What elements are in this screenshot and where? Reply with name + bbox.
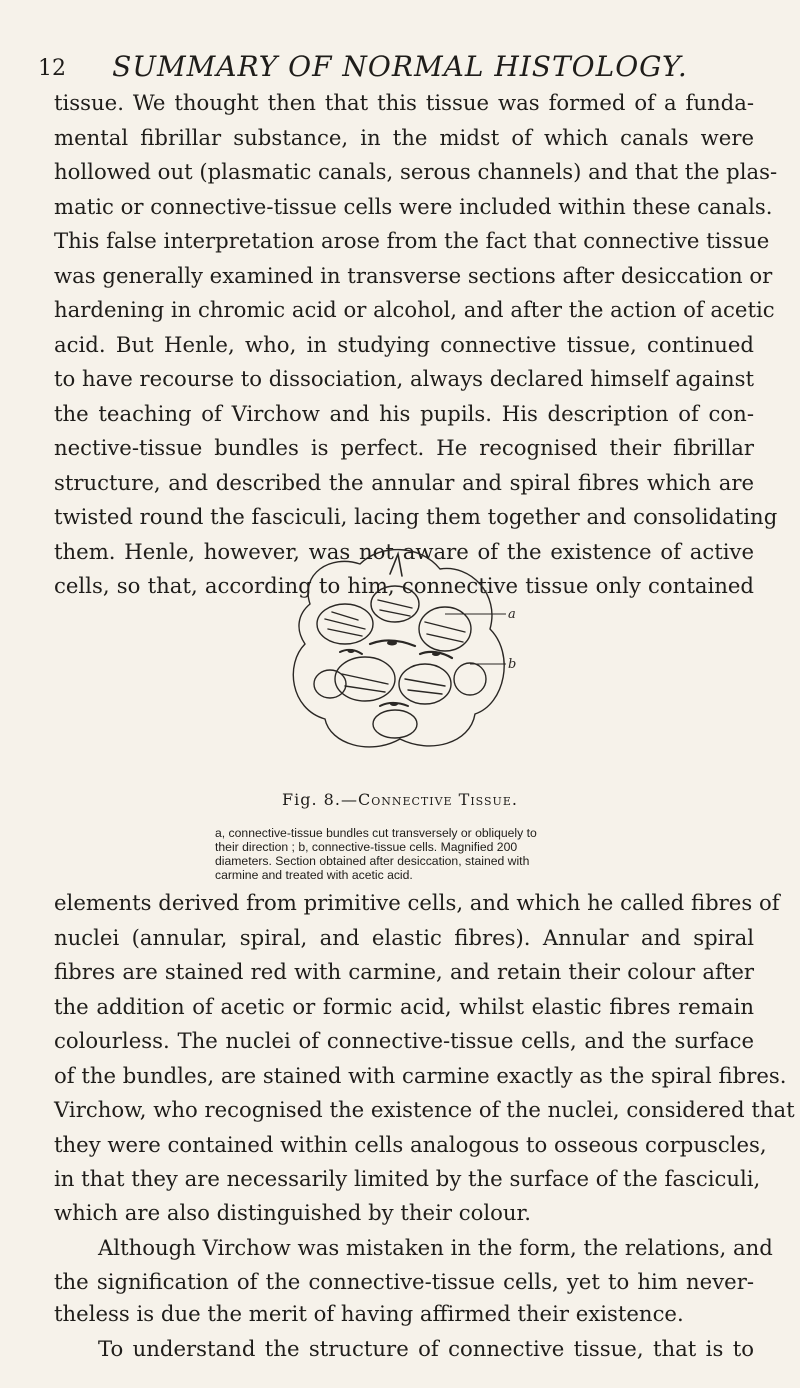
figure-title: Connective Tissue. — [357, 790, 518, 809]
text-line: matic or connective-tissue cells were included within these canals. — [54, 193, 773, 219]
paragraph-2 — [54, 886, 795, 1197]
text-line: This false interpretation arose from the fact that connective tissue — [54, 228, 770, 253]
text-line: in that they are necessarily limited by the surface of the fasciculi, — [54, 1166, 761, 1191]
text-line: cells, so that, according to him, connective tissue only contained — [54, 573, 754, 598]
text-line: To understand the structure of connective tissue, that is to — [98, 1335, 754, 1361]
text-line: tissue. We thought then that this tissue was formed of a funda- — [54, 90, 754, 115]
figure-connective-tissue — [270, 534, 530, 774]
text-line: which are also distinguished by their colour. — [54, 1200, 532, 1225]
legend-line: diameters. Section obtained after desiccation, stained with — [215, 854, 530, 868]
text-line: the addition of acetic or formic acid, whilst elastic fibres remain — [54, 993, 754, 1019]
connective-tissue-illustration — [270, 534, 530, 774]
text-line: nuclei (annular, spiral, and elastic fibres). Annular and spiral — [54, 924, 754, 950]
text-line: hardening in chromic acid or alcohol, and after the action of acetic — [54, 297, 775, 322]
figure-label-b: b — [508, 657, 517, 672]
text-line: of the bundles, are stained with carmine exactly as the spiral fibres. — [54, 1062, 787, 1088]
text-line: they were contained within cells analogous to osseous corpuscles, — [54, 1131, 767, 1157]
text-line: acid. But Henle, who, in studying connective tissue, continued — [54, 331, 754, 357]
text-line: Although Virchow was mistaken in the form, the relations, and — [98, 1234, 773, 1260]
legend-line: a, connective-tissue bundles cut transversely or obliquely to — [215, 826, 537, 840]
text-line: hollowed out (plasmatic canals, serous channels) and that the plas- — [54, 159, 778, 184]
figure-number: Fig. 8. — [282, 790, 341, 809]
text-line: mental fibrillar substance, in the midst of which canals were — [54, 124, 754, 150]
running-title: SUMMARY OF NORMAL HISTOLOGY. — [112, 50, 688, 83]
text-line: fibres are stained red with carmine, and retain their colour after — [54, 959, 754, 984]
figure-caption: Fig. 8.—Connective Tissue. — [282, 790, 518, 809]
text-line: colourless. The nuclei of connective-tissue cells, and the surface — [54, 1028, 754, 1053]
text-line: structure, and described the annular and spiral fibres which are — [54, 469, 754, 495]
text-line: Virchow, who recognised the existence of the nuclei, considered that — [54, 1097, 795, 1122]
text-line: the signification of the connective-tissue cells, yet to him never- — [54, 1269, 754, 1294]
legend-line: carmine and treated with acetic acid. — [215, 868, 413, 882]
text-line: twisted round the fasciculi, lacing them together and consolidating — [54, 504, 778, 529]
paragraph-4 — [54, 1297, 754, 1366]
legend-line: their direction ; b, connective-tissue cells. Magnified 200 — [215, 840, 518, 854]
text-line: theless is due the merit of having affirmed their existence. — [54, 1301, 684, 1326]
page-number: 12 — [38, 56, 66, 81]
text-line: nective-tissue bundles is perfect. He recognised their fibrillar — [54, 435, 754, 460]
figure-label-a: a — [508, 607, 516, 622]
text-line: was generally examined in transverse sections after desiccation or — [54, 262, 773, 288]
text-line: them. Henle, however, was not aware of the existence of active — [54, 538, 754, 564]
page-header — [0, 46, 800, 86]
paragraph-3 — [54, 1196, 773, 1300]
paragraph-1 — [54, 86, 778, 604]
text-line: elements derived from primitive cells, and which he called fibres of — [54, 890, 780, 915]
text-line: to have recourse to dissociation, always declared himself against — [54, 366, 755, 391]
text-line: the teaching of Virchow and his pupils. His description of con- — [54, 400, 754, 426]
figure-legend — [215, 826, 645, 882]
